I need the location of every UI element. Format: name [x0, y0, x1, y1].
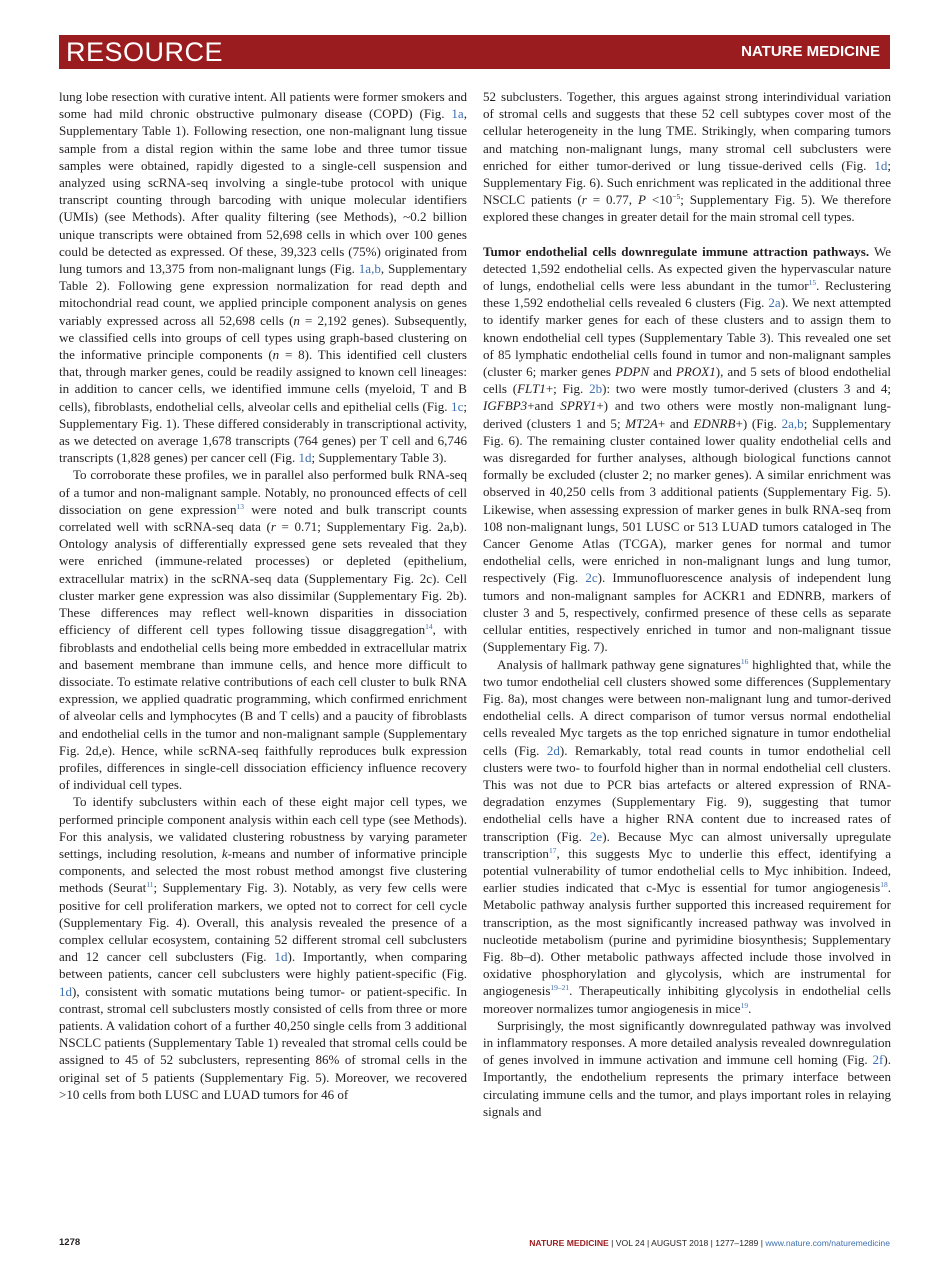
section-label: RESOURCE	[66, 37, 224, 67]
footer-journal: NATURE MEDICINE	[529, 1238, 609, 1248]
left-column	[59, 88, 467, 1103]
page-number: 1278	[59, 1237, 81, 1248]
journal-name: NATURE MEDICINE	[741, 43, 880, 60]
header-banner	[59, 35, 890, 69]
footer-separator: |	[608, 1238, 616, 1248]
footer-url[interactable]: www.nature.com/naturemedicine	[765, 1238, 890, 1248]
footer-issue: VOL 24 | AUGUST 2018 | 1277–1289 |	[615, 1238, 766, 1248]
paragraph: Tumor endothelial cells downregulate immune attraction pathways. We detected 1,592 endothelial cells. As expected given the hypervascular nature of lungs, endothelial cells were less abundant in the tumor$^{15}$. Reclustering these 1,592 endothelial cells revealed 6 clusters (Fig. 2a). We next attempted to identify marker genes for each of these clusters and to assign them to known endothelial cell types (Supplementary Table 3). This revealed one set of 85 lymphatic endothelial cells found in tumor and non-malignant samples (cluster 6; marker genes PDPN and PROX1), and 5 sets of blood endothelial cells (FLT1+; Fig. 2b): two were mostly tumor-derived (clusters 3 and 4; IGFBP3+and SPRY1+) and two others were mostly non-malignant lung-derived (clusters 1 and 5; MT2A+ and EDNRB+) (Fig. 2a,b; Supplementary Fig. 6). The remaining cluster contained lower quality endothelial cells and was disregarded for further analyses, although biological functions cannot formally be excluded (cluster 2; no marker genes). A similar enrichment was observed in 40,250 cells from 3 additional patients (Supplementary Fig. 5). Likewise, when assessing expression of marker genes in bulk RNA-seq from 108 non-malignant lungs, 501 LUSC or 513 LUAD tumors cataloged in The Cancer Genome Atlas (TCGA), marker genes for normal and tumor endothelial cells, were enriched in non-malignant lungs and lung tumor, respectively (Fig. 2c). Immunofluorescence analysis of independent lung tumors and non-malignant samples for ACKR1 and EDNRB, markers of cluster 3 and 5, respectively, confirmed presence of these cells as separate cellular entities, respectively enriched in tumor and non-malignant tissue (Supplementary Fig. 7).	[483, 243, 892, 655]
paragraph: lung lobe resection with curative intent. All patients were former smokers and some had mild chronic obstructive pulmonary disease (COPD) (Fig. 1a, Supplementary Table 1). Following resection, one non-malignant lung tissue sample from a distal region within the same lobe and three tumor tissue samples were obtained, rapidly digested to a single-cell suspension and analyzed using scRNA-seq involving a single-tube protocol with unique transcript counting through barcoding with unique molecular identifiers (UMIs) (see Methods). After quality filtering (see Methods), ~0.2 billion unique transcripts were obtained from 52,698 cells in which over 100 genes could be detected as expressed. Of these, 39,323 cells (75%) originated from lung tumors and 13,375 from non-malignant lungs (Fig. 1a,b, Supplementary Table 2). Following gene expression normalization for read depth and mitochondrial read count, we applied principle component analysis on genes variably expressed across all 52,698 cells (n = 2,192 genes). Subsequently, we classified cells into groups of cell types using graph-based clustering on the informative principle components (n = 8). This identified cell clusters that, through marker genes, could be readily assigned to known cell lineages: in addition to cancer cells, we identified immune cells (myeloid, T and B cells), fibroblasts, endothelial cells, alveolar cells and epithelial cells (Fig. 1c; Supplementary Fig. 1). These differed considerably in transcriptional activity, as we detected on average 1,678 transcripts (764 genes) per T cell and 6,746 transcripts (1,828 genes) per cancer cell (Fig. 1d; Supplementary Table 3).	[59, 89, 468, 466]
paragraph: To identify subclusters within each of these eight major cell types, we performed principle component analysis within each cell type (see Methods). For this analysis, we validated clustering robustness by varying parameter settings, including resolution, k-means and number of informative principle components, and selected the most robust method amongst five clustering methods (Seurat$^{11}$; Supplementary Fig. 3). Notably, as very few cells were positive for cell proliferation markers, we opted not to correct for cell cycle (Supplementary Fig. 4). Overall, this analysis revealed the presence of a complex cellular ecosystem, containing 52 different stromal cell subclusters and 12 cancer cell subclusters (Fig. 1d). Importantly, when comparing between patients, cancer cell subclusters were highly patient-specific (Fig. 1d), consistent with somatic mutations being tumor- or patient-specific. In contrast, stromal cell subclusters mostly consisted of cells from three or more patients. A validation cohort of a further 40,250 single cells from 3 additional NSCLC patients (Supplementary Table 1) revealed that stromal cells could be assigned to 45 of 52 subclusters, representing 86% of stromal cells in the original set of 5 patients (Supplementary Fig. 5). Moreover, we recovered >10 cells from both LUSC and LUAD tumors for 46 of	[59, 794, 468, 1102]
right-column	[483, 88, 891, 1120]
paragraph: To corroborate these profiles, we in parallel also performed bulk RNA-seq of a tumor and non-malignant sample. Notably, no pronounced effects of cell dissociation on gene expression$^{13}$ were noted and bulk transcript counts correlated well with scRNA-seq data (r = 0.71; Supplementary Fig. 2a,b). Ontology analysis of differentially expressed gene sets revealed that they were enriched (immune-related processes) or depleted (epithelium, extracellular matrix) in the scRNA-seq data (Supplementary Fig. 2c). Cell cluster marker gene expression was also dissimilar (Supplementary Fig. 2b). These differences may reflect well-known disparities in dissociation efficiency of different cell types following tissue disaggregation$^{14}$, with fibroblasts and endothelial cells being more embedded in extracellular matrix and basement membrane than immune cells, and hence more difficult to dissociate. To estimate relative contributions of each cell cluster to bulk RNA expression, we applied quadratic programming, which confirmed enrichment of alveolar cells and lymphocytes (B and T cells) and a paucity of fibroblasts and endothelial cells in the tumor and non-malignant sample (Supplementary Fig. 2d,e). Hence, while scRNA-seq faithfully reproduces bulk expression profiles, differences in single-cell dissociation efficiency influence recovery of individual cell types.	[59, 467, 467, 793]
paragraph: Analysis of hallmark pathway gene signatures$^{16}$ highlighted that, while the two tumor endothelial cell clusters showed some differences (Supplementary Fig. 8a), most changes were between non-malignant lung and tumor-derived endothelial cells. A direct comparison of tumor versus normal endothelial cells revealed Myc targets as the top enriched signature in tumor endothelial cells (Fig. 2d). Remarkably, total read counts in tumor endothelial cell clusters were two- to fourfold higher than in normal endothelial cell clusters. This was not due to PCR bias artefacts or altered expression of RNA-degradation enzymes (Supplementary Fig. 9), suggesting that tumor endothelial cells have a higher RNA content due to increased rates of transcription (Fig. 2e). Because Myc can almost universally upregulate transcription$^{17}$, this suggests Myc to underlie this effect, identifying a potential vulnerability of tumor endothelial cells to Myc inhibition. Indeed, earlier studies indicated that c-Myc is essential for tumor angiogenesis$^{18}$. Metabolic pathway analysis further supported this increased requirement for transcription, as the most significantly increased pathway was involved in nucleotide metabolism (purine and pyrimidine biosynthesis; Supplementary Fig. 8b–d). Other metabolic pathways affected include those involved in oxidative phosphorylation and glycolysis, which are instrumental for angiogenesis$^{19-21}$. Therapeutically inhibiting glycolysis in endothelial cells moreover normalizes tumor angiogenesis in mice$^{19}$.	[483, 656, 891, 1016]
paragraph: Surprisingly, the most significantly downregulated pathway was involved in inflammatory responses. A more detailed analysis revealed downregulation of genes involved in immune activation and immune cell homing (Fig. 2f). Importantly, the endothelium represents the primary interface between circulating immune cells and the tumor, and plays important roles in relaying signals and	[483, 1017, 891, 1119]
section-heading: Tumor endothelial cells downregulate immune attraction pathways.	[483, 243, 870, 259]
footer-citation	[529, 1238, 890, 1248]
paragraph: 52 subclusters. Together, this argues against strong interindividual variation of stromal cells and suggests that these 52 cell subtypes cover most of the cellular heterogeneity in the lung TME. Strikingly, when comparing tumors and matching non-malignant lungs, many stromal cell subclusters were enriched for either tumor-derived or lung tissue-derived cells (Fig. 1d; Supplementary Fig. 6). Such enrichment was replicated in the additional three NSCLC patients (r = 0.77, $P <10^{-5}$; Supplementary Fig. 5). We therefore explored these changes in greater detail for the main stromal cell types.	[483, 89, 891, 225]
